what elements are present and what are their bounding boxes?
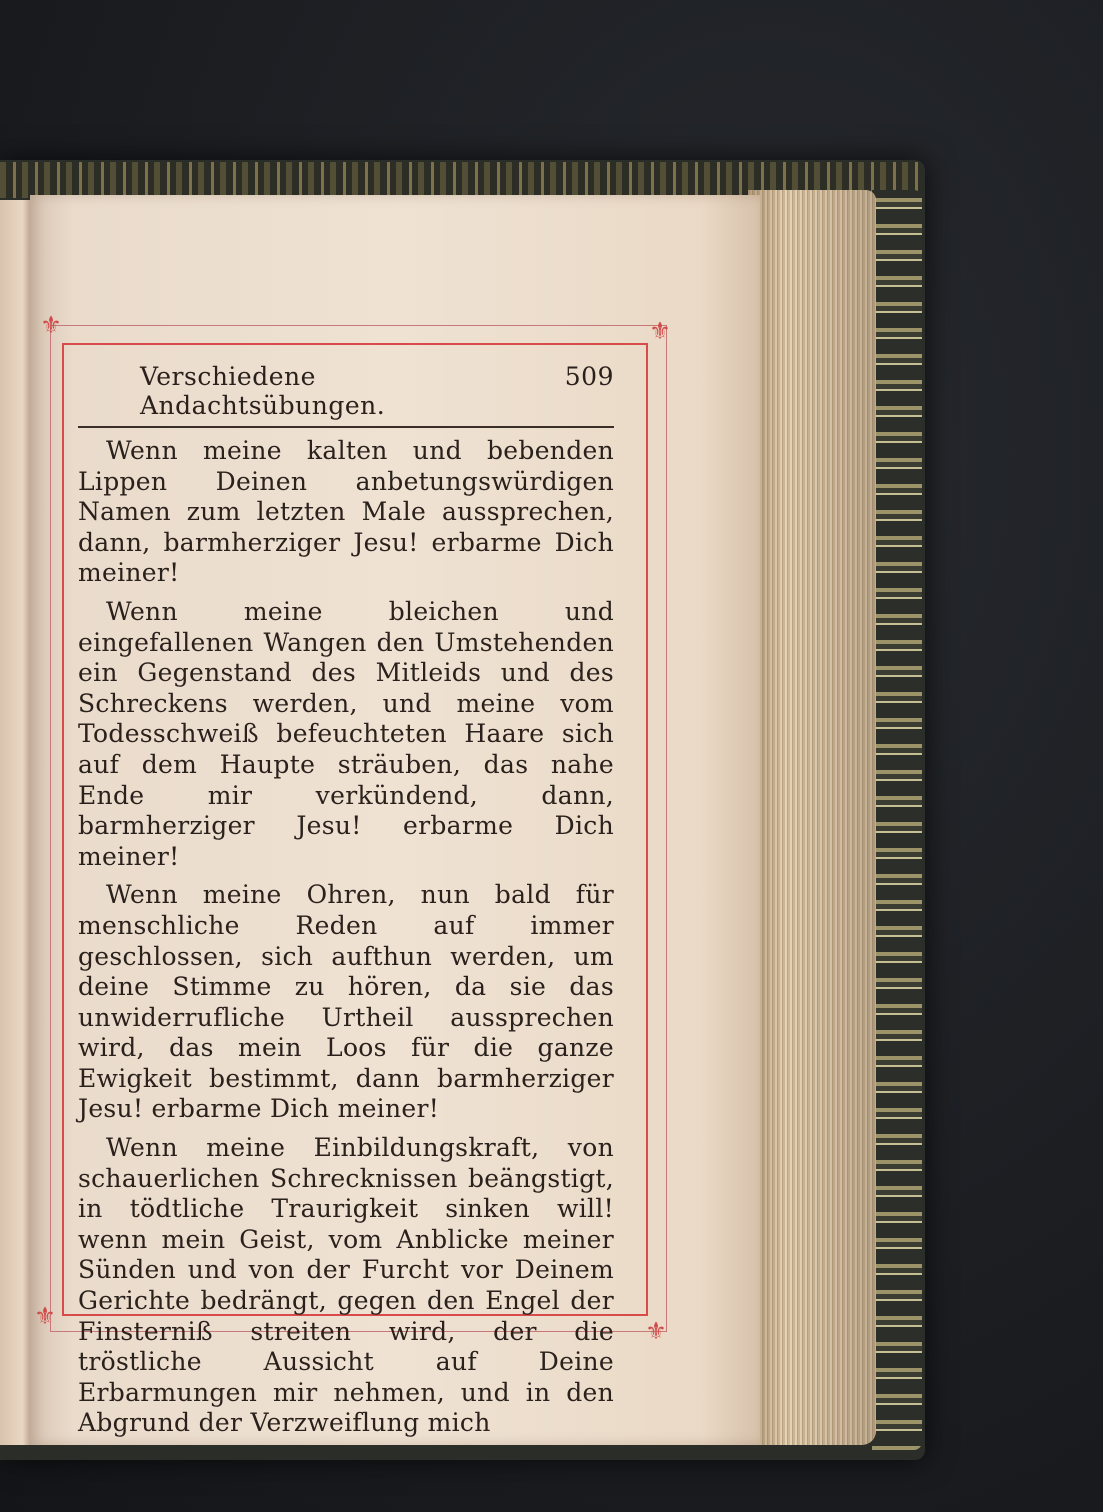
page-number: 509 bbox=[564, 362, 614, 391]
fleur-ornament-icon: ⚜ bbox=[34, 1302, 56, 1330]
page-text-block bbox=[78, 362, 614, 1447]
fleur-ornament-icon: ⚜ bbox=[649, 317, 671, 345]
running-head bbox=[78, 362, 614, 428]
paragraph: Wenn meine Einbildungskraft, von schauerlichen Schrecknissen beängstigt, in tödtliche Traurigkeit sinken will! wenn mein Geist, vom Anblicke meiner Sünden und von der Furcht vor Deinem Gerichte bedrängt, gegen den Engel der Finsterniß streiten wird, der die tröstliche Aussicht auf Deine Erbarmungen mir nehmen, und in den Abgrund der Verzweiflung mich bbox=[78, 1133, 614, 1438]
left-page-sliver bbox=[0, 200, 32, 1445]
cover-gilt-right-edge bbox=[872, 190, 922, 1450]
page-stack-shade bbox=[748, 190, 876, 1445]
running-title: Verschiedene Andachtsübungen. bbox=[140, 362, 386, 420]
fleur-ornament-icon: ⚜ bbox=[40, 311, 62, 339]
fleur-ornament-icon: ⚜ bbox=[645, 1317, 667, 1345]
paragraph: Wenn meine bleichen und eingefallenen Wangen den Umstehenden ein Gegenstand des Mitleids und des Schreckens werden, und meine vom Todesschweiß befeuchteten Haare sich auf dem Haupte sträuben, das nahe Ende mir verkündend, dann, barmherziger Jesu! erbarme Dich meiner! bbox=[78, 596, 614, 871]
paragraph: Wenn meine Ohren, nun bald für menschliche Reden auf immer geschlossen, sich aufthun werden, um deine Stimme zu hören, da sie das unwiderrufliche Urtheil aussprechen wird, das mein Loos für die ganze Ewigkeit bestimmt, dann barmherziger Jesu! erbarme Dich meiner! bbox=[78, 880, 614, 1124]
paragraph: Wenn meine kalten und bebenden Lippen Deinen anbetungswürdigen Namen zum letzten Male aussprechen, dann, barmherziger Jesu! erbarme Dich meiner! bbox=[78, 436, 614, 588]
